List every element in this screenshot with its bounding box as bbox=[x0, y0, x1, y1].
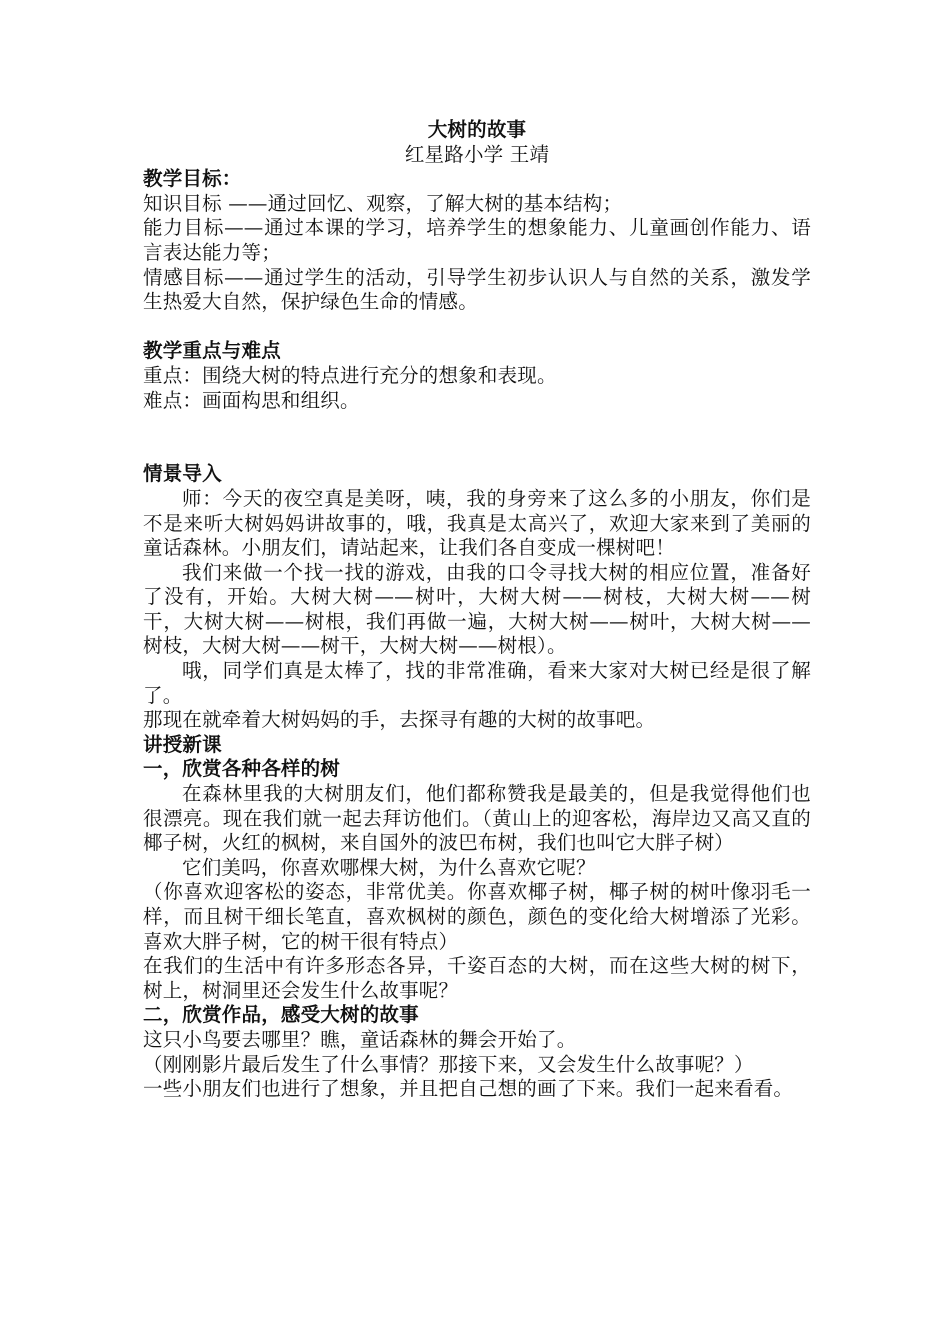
section-1-paragraph-2: 它们美吗，你喜欢哪棵大树，为什么喜欢它呢？ bbox=[182, 855, 596, 879]
intro-paragraph-4: 那现在就牵着大树妈妈的手，去探寻有趣的大树的故事吧。 bbox=[143, 708, 656, 732]
key-points-heading: 教学重点与难点 bbox=[143, 339, 281, 363]
section-2-paragraph-1: 这只小鸟要去哪里？瞧，童话森林的舞会开始了。 bbox=[143, 1027, 577, 1051]
section-1-paragraph-1: 在森林里我的大树朋友们，他们都称赞我是最美的，但是我觉得他们也很漂亮。现在我们就一起去拜访他们。（黄山上的迎客松，海岸边又高又直的椰子树，火红的枫树，来自国外的波巴布树，我们也叫它大胖子树） bbox=[143, 782, 811, 855]
difficulty-point: 难点：画面构思和组织。 bbox=[143, 388, 360, 412]
section-2-paragraph-3: 一些小朋友们也进行了想象，并且把自己想的画了下来。我们一起来看看。 bbox=[143, 1077, 794, 1101]
intro-paragraph-3: 哦，同学们真是太棒了，找的非常准确，看来大家对大树已经是很了解了。 bbox=[143, 659, 811, 707]
section-1-paragraph-4: 在我们的生活中有许多形态各异，千姿百态的大树，而在这些大树的树下，树上，树洞里还会发生什么故事呢？ bbox=[143, 954, 811, 1002]
spacer bbox=[143, 315, 811, 340]
objective-emotion: 情感目标——通过学生的活动，引导学生初步认识人与自然的关系，激发学生热爱大自然，保护绿色生命的情感。 bbox=[143, 265, 811, 314]
key-point: 重点：围绕大树的特点进行充分的想象和表现。 bbox=[143, 363, 557, 387]
document-title: 大树的故事 bbox=[427, 118, 527, 141]
objective-ability: 能力目标——通过本课的学习，培养学生的想象能力、儿童画创作能力、语言表达能力等； bbox=[143, 216, 811, 264]
objective-knowledge: 知识目标 ——通过回忆、观察，了解大树的基本结构； bbox=[143, 191, 623, 215]
spacer bbox=[143, 413, 811, 462]
objectives-heading: 教学目标： bbox=[143, 167, 242, 191]
section-2-paragraph-2: （刚刚影片最后发生了什么事情？那接下来，又会发生什么故事呢？） bbox=[143, 1052, 754, 1076]
intro-paragraph-2: 我们来做一个找一找的游戏，由我的口令寻找大树的相应位置，准备好了没有，开始。大树大树——树叶，大树大树——树枝，大树大树——树干，大树大树——树根，我们再做一遍，大树大树——树叶，大树大树——树枝，大树大树——树干，大树大树——树根）。 bbox=[143, 560, 811, 658]
author-line: 红星路小学 王靖 bbox=[404, 142, 550, 166]
new-lesson-heading: 讲授新课 bbox=[143, 732, 222, 756]
intro-paragraph-1: 师：今天的夜空真是美呀，咦，我的身旁来了这么多的小朋友，你们是不是来听大树妈妈讲故事的，哦，我真是太高兴了，欢迎大家来到了美丽的童话森林。小朋友们，请站起来，让我们各自变成一棵树吧！ bbox=[143, 486, 811, 560]
section-2-heading: 二，欣赏作品，感受大树的故事 bbox=[143, 1003, 419, 1027]
intro-heading: 情景导入 bbox=[143, 462, 222, 486]
section-1-paragraph-3: （你喜欢迎客松的姿态，非常优美。你喜欢椰子树，椰子树的树叶像羽毛一样，而且树干细长笔直，喜欢枫树的颜色，颜色的变化给大树增添了光彩。喜欢大胖子树，它的树干很有特点） bbox=[143, 880, 811, 953]
section-1-heading: 一，欣赏各种各样的树 bbox=[143, 757, 341, 781]
document-page bbox=[143, 118, 811, 1102]
